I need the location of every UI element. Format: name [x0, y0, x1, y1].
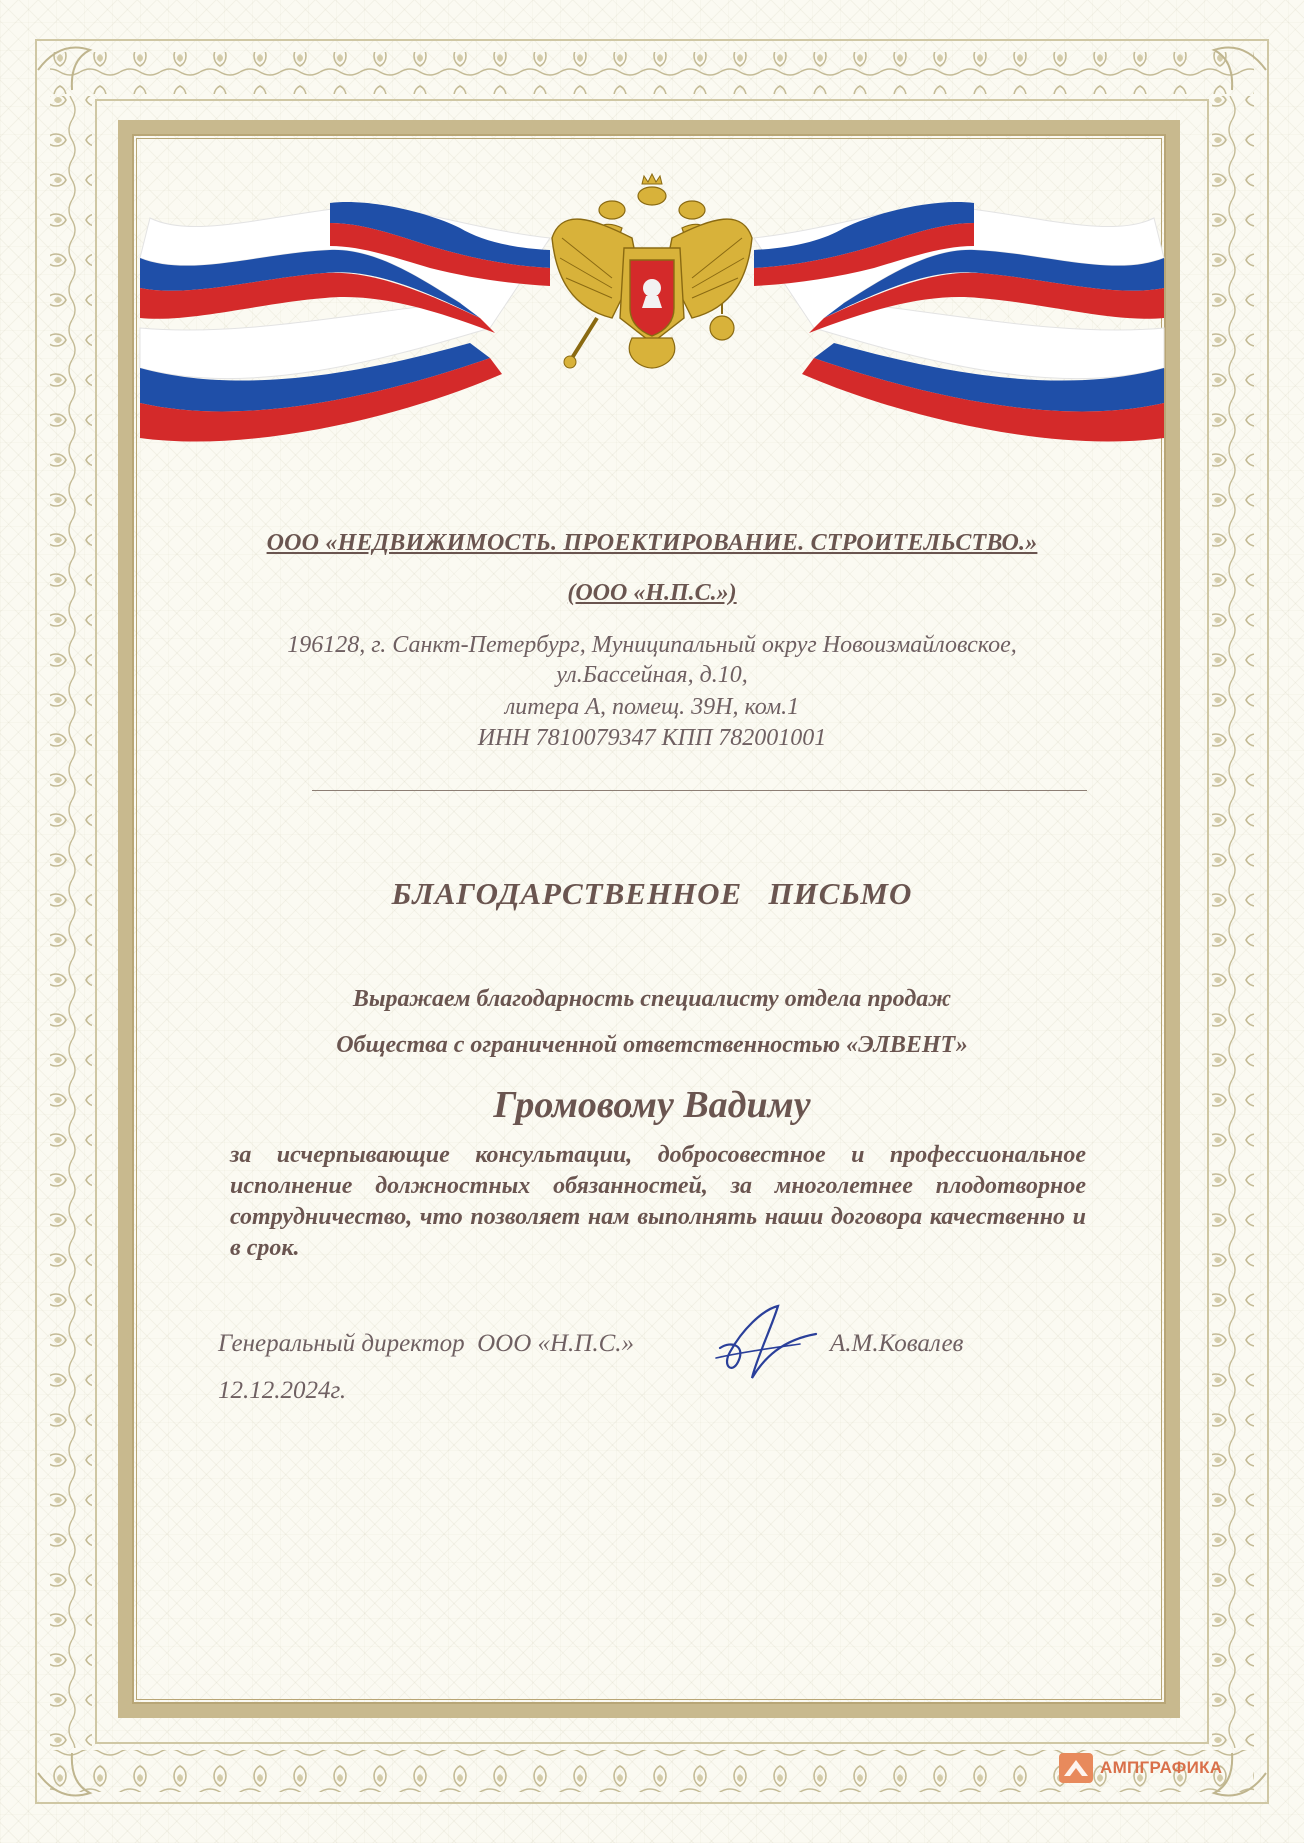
- thanks-line-1: Выражаем благодарность специалисту отдела продаж: [352, 986, 952, 1012]
- tricolor-ribbon-icon: [130, 158, 1174, 488]
- thanks-line-2: Общества с ограниченной ответственностью «ЭЛВЕНТ»: [336, 1032, 968, 1058]
- signatory-position: Генеральный директор ООО «Н.П.С.»: [218, 1330, 635, 1357]
- printer-logo-text: АМПГРАФИКА: [1100, 1758, 1223, 1777]
- address-line-2: ул.Бассейная, д.10,: [556, 662, 748, 688]
- letter-body: за исчерпывающие консультации, добросовестное и профессиональное исполнение должностных обязанностей, за многолетнее плодотворное сотрудничество, что позволяет нам выполнять наши договора качественно и в срок.: [230, 1142, 1086, 1261]
- printer-logo-icon: [1058, 1752, 1094, 1784]
- organization-short-name: (ООО «Н.П.С.»): [567, 580, 737, 606]
- recipient-name: Громовому Вадиму: [493, 1084, 811, 1126]
- russian-coat-of-arms-icon: [552, 174, 752, 368]
- address-line-1: 196128, г. Санкт-Петербург, Муниципальный округ Новоизмайловское,: [287, 632, 1017, 658]
- tax-ids: ИНН 7810079347 КПП 782001001: [477, 725, 827, 751]
- address-line-3: литера А, помещ. 39Н, ком.1: [504, 694, 800, 720]
- signatory-name: А.М.Ковалев: [830, 1330, 964, 1357]
- letter-date: 12.12.2024г.: [218, 1377, 347, 1404]
- handwritten-signature-icon: [712, 1300, 822, 1390]
- letter-title: БЛАГОДАРСТВЕННОЕ ПИСЬМО: [391, 876, 913, 911]
- organization-name: ООО «НЕДВИЖИМОСТЬ. ПРОЕКТИРОВАНИЕ. СТРОИТЕЛЬСТВО.»: [266, 530, 1038, 556]
- header-divider: [312, 790, 1087, 791]
